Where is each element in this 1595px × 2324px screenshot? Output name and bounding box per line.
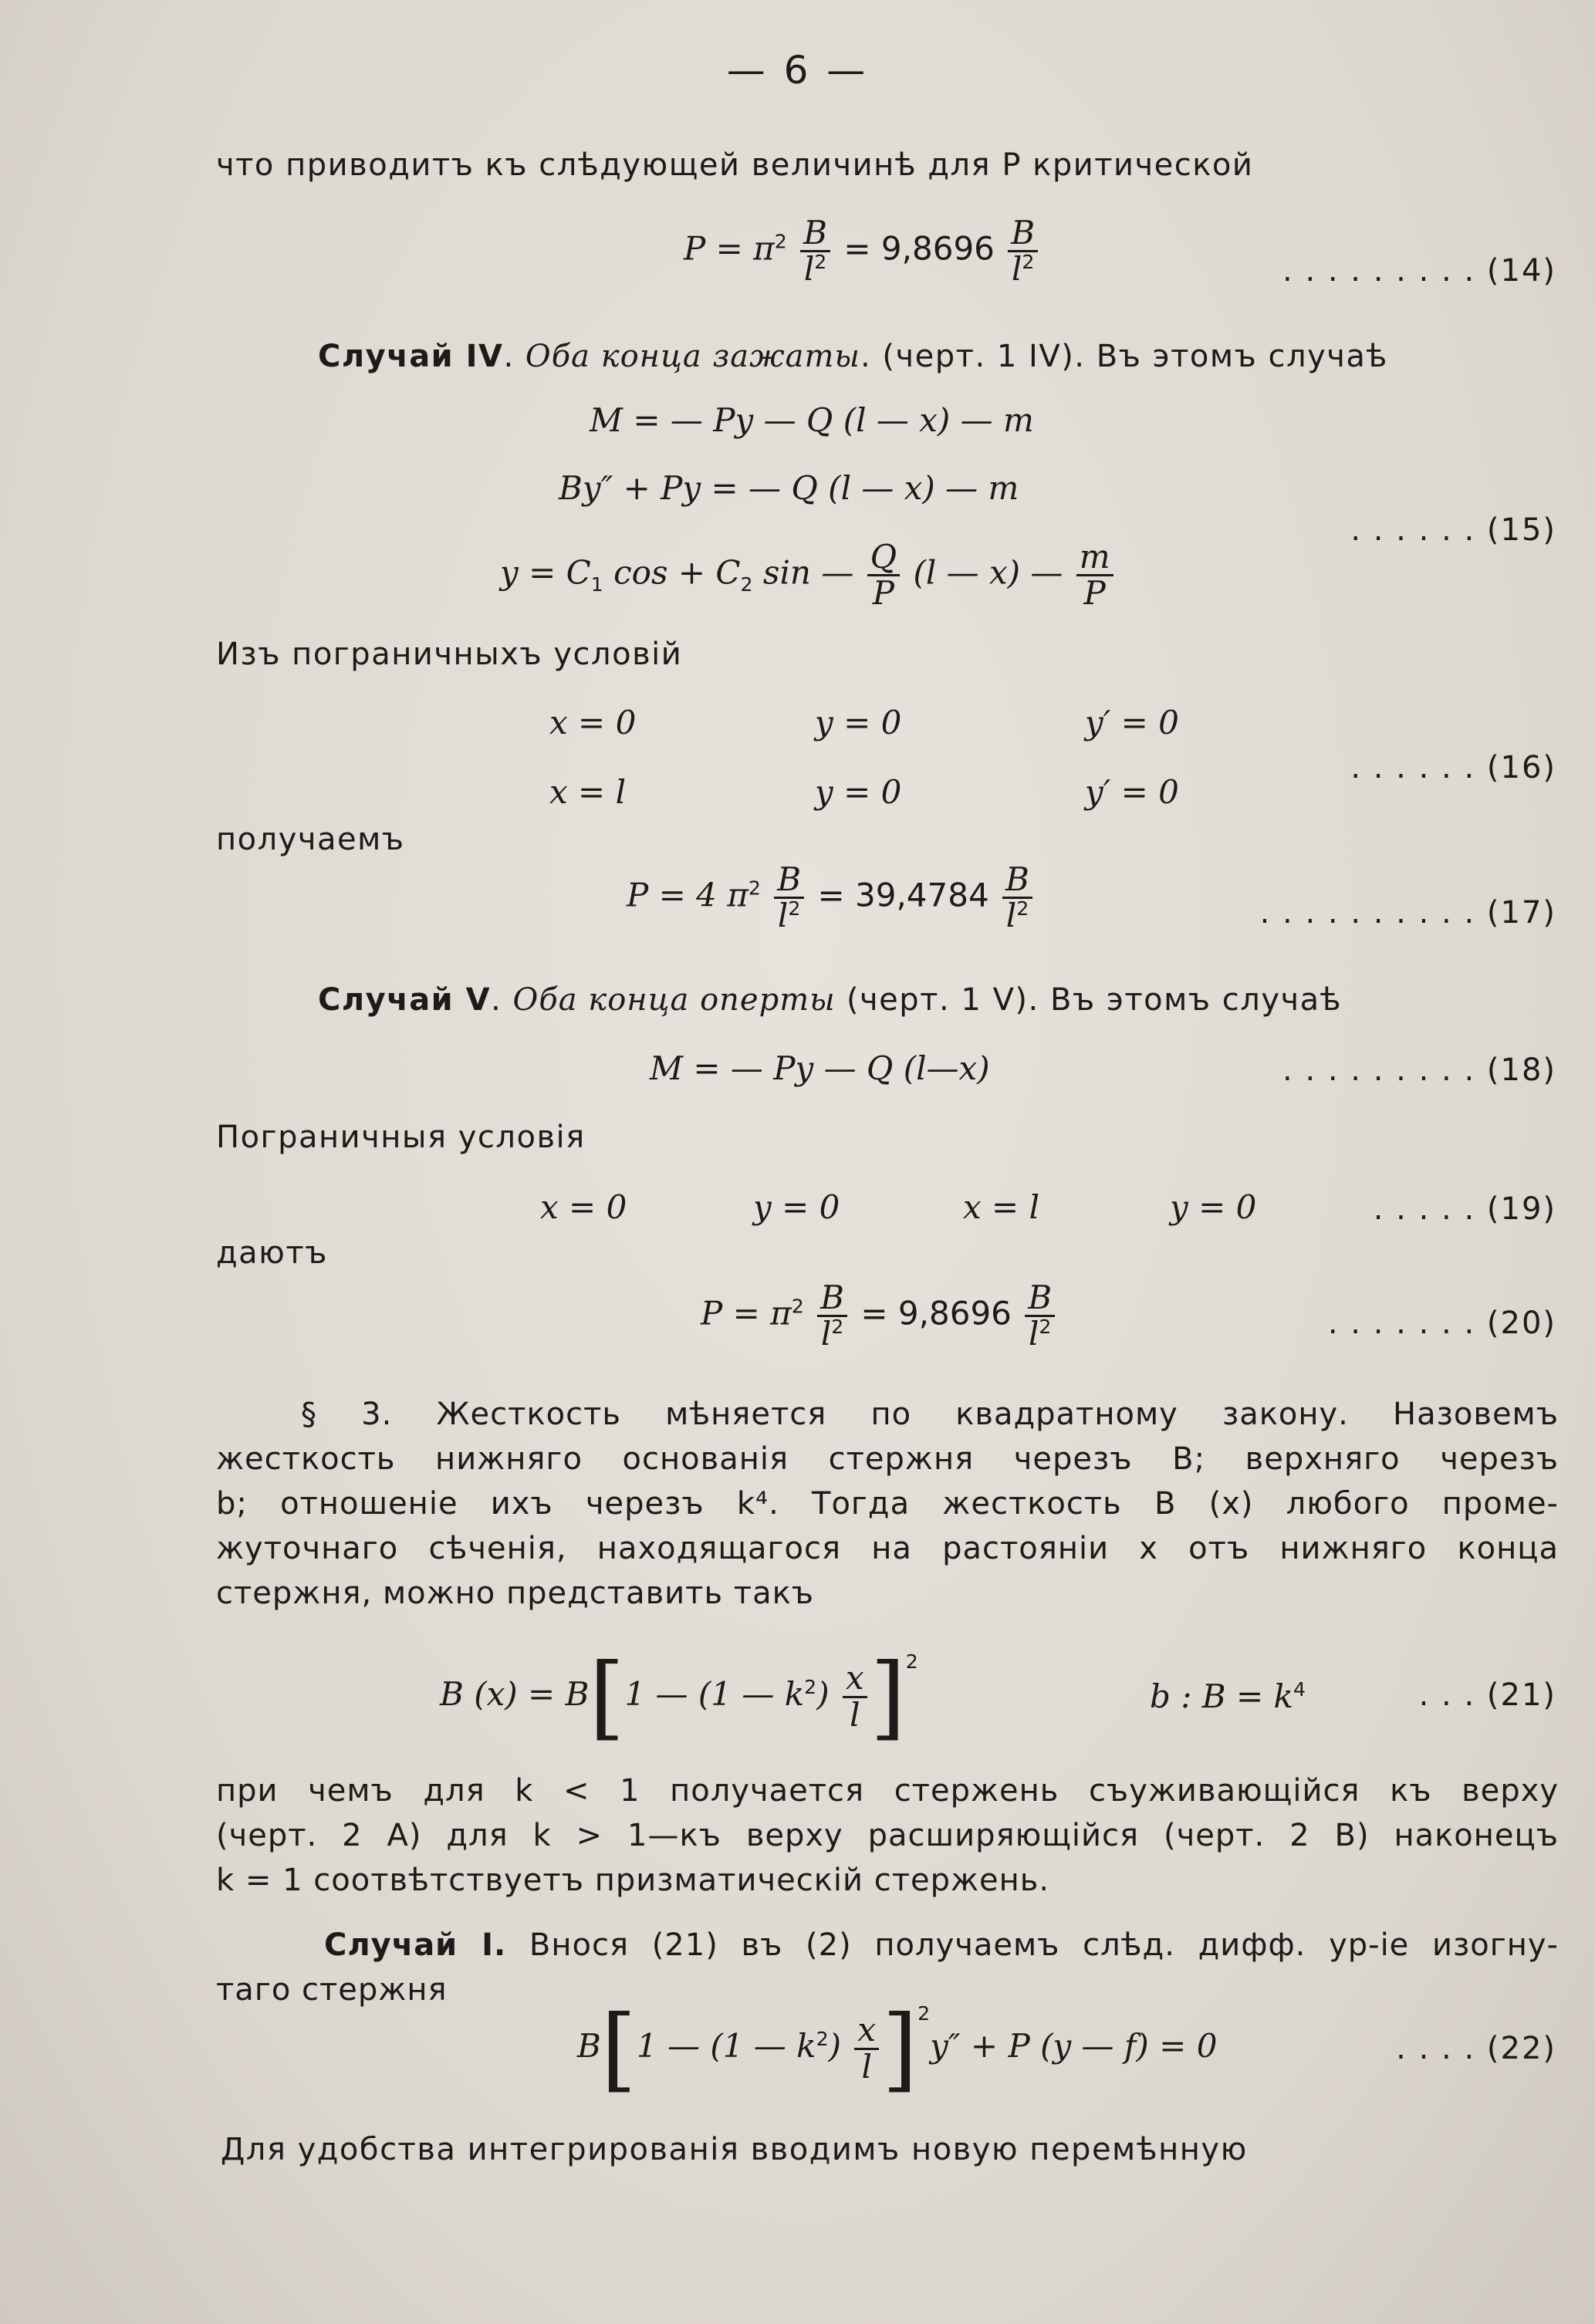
equation-17-number: . . . . . . . . . . (17) xyxy=(1259,895,1556,931)
equation-20-number: . . . . . . . (20) xyxy=(1327,1306,1556,1341)
after-21-line-1: при чемъ для k < 1 получается стержень съуживающійся къ верху xyxy=(216,1773,1559,1809)
section-3-line-1: § 3. Жесткость мѣняется по квадратному закону. Назовемъ xyxy=(301,1397,1559,1432)
equation-15a: M = — Py — Q (l — x) — m xyxy=(590,401,1034,439)
equation-20: $P = \pi^2$ $\frac{B}{l^2}$ = 9,8696 $\frac{B}{l^2}$ xyxy=(701,1281,1058,1351)
section-3-line-5: стержня, можно представить такъ xyxy=(216,1576,815,1611)
we-get-1: получаемъ xyxy=(216,822,405,857)
equation-18: M = — Py — Q (l—x) xyxy=(650,1049,990,1087)
equation-15c: $y = C_1$ $\cos + C_2$ sin — $\frac{Q}{P}$ (l — x) — $\frac{m}{P}$ xyxy=(500,540,1117,610)
section-3-line-3: b; отношеніе ихъ черезъ k⁴. Тогда жесткость B (x) любого проме- xyxy=(216,1486,1559,1522)
case-5-heading: Случай V. Оба конца оперты (черт. 1 V). Въ этомъ случаѣ xyxy=(318,982,1343,1018)
boundary-intro: Изъ пограничныхъ условій xyxy=(216,637,683,672)
equation-14-number: . . . . . . . . . (14) xyxy=(1282,253,1556,289)
equation-16-number: . . . . . . (16) xyxy=(1350,750,1556,785)
equation-22-number: . . . . (22) xyxy=(1396,2031,1556,2066)
case-1-line-1: Случай I. Внося (21) въ (2) получаемъ слѣд. дифф. ур-іе изогну- xyxy=(324,1927,1559,1963)
equation-15b: By″ + Py = — Q (l — x) — m xyxy=(559,469,1019,507)
equation-15-number: . . . . . . (15) xyxy=(1350,512,1556,548)
section-3-line-4: жуточнаго сѣченія, находящагося на растояніи x отъ нижняго конца xyxy=(216,1531,1559,1566)
last-line: Для удобства интегрированія вводимъ новую перемѣнную xyxy=(221,2132,1248,2167)
eq16-r2-c2: y = 0 xyxy=(815,773,902,811)
case-4-heading: Случай IV. Оба конца зажаты. (черт. 1 IV). Въ этомъ случаѣ xyxy=(318,339,1388,374)
eq16-r1-c2: y = 0 xyxy=(815,704,902,741)
eq19-item-2: y = 0 xyxy=(753,1188,840,1226)
after-21-line-2: (черт. 2 А) для k > 1—къ верху расширяющійся (черт. 2 B) наконецъ xyxy=(216,1818,1559,1853)
equation-17: P = 4 $\pi^2$ $\frac{B}{l^2}$ = 39,4784 $\frac{B}{l^2}$ xyxy=(627,863,1036,933)
equation-19-number: . . . . . (19) xyxy=(1373,1191,1556,1227)
equation-14: $P = \pi^2$ $\frac{B}{l^2}$ = 9,8696 $\frac{B}{l^2}$ xyxy=(684,216,1041,286)
after-21-paragraph xyxy=(216,1768,1559,1903)
section-3-paragraph xyxy=(216,1392,1559,1616)
boundary-conditions-label: Пограничныя условія xyxy=(216,1120,586,1155)
eq16-r1-c1: x = 0 xyxy=(549,704,637,741)
after-21-line-3: k = 1 соотвѣтствуетъ призматическій стержень. xyxy=(216,1863,1050,1898)
equation-18-number: . . . . . . . . . (18) xyxy=(1282,1052,1556,1088)
equation-21: B (x) = B[1 — (1 — $k^2$) $\frac{x}{l}$ ]$^2$ xyxy=(440,1643,918,1750)
eq16-r2-c1: x = l xyxy=(549,773,627,811)
equation-22: B[1 — (1 — $k^2$) $\frac{x}{l}$ ]$^2$y″ + P (y — f) = 0 xyxy=(577,1995,1218,2102)
equation-21-ratio: b : $B = k^4$ xyxy=(1150,1677,1306,1715)
eq19-item-1: x = 0 xyxy=(540,1188,627,1226)
section-3-line-2: жесткость нижняго основанія стержня черезъ B; верхняго черезъ xyxy=(216,1441,1559,1477)
give-label: даютъ xyxy=(216,1235,328,1271)
eq19-item-3: x = l xyxy=(963,1188,1040,1226)
equation-21-number: . . . (21) xyxy=(1418,1677,1556,1713)
eq16-r1-c3: y′ = 0 xyxy=(1085,704,1179,741)
eq16-r2-c3: y′ = 0 xyxy=(1085,773,1179,811)
page-number: — 6 — xyxy=(726,48,869,93)
intro-line: что приводитъ къ слѣдующей величинѣ для P критической xyxy=(216,147,1254,183)
case-1-line-2: таго стержня xyxy=(216,1972,448,2008)
eq19-item-4: y = 0 xyxy=(1170,1188,1257,1226)
